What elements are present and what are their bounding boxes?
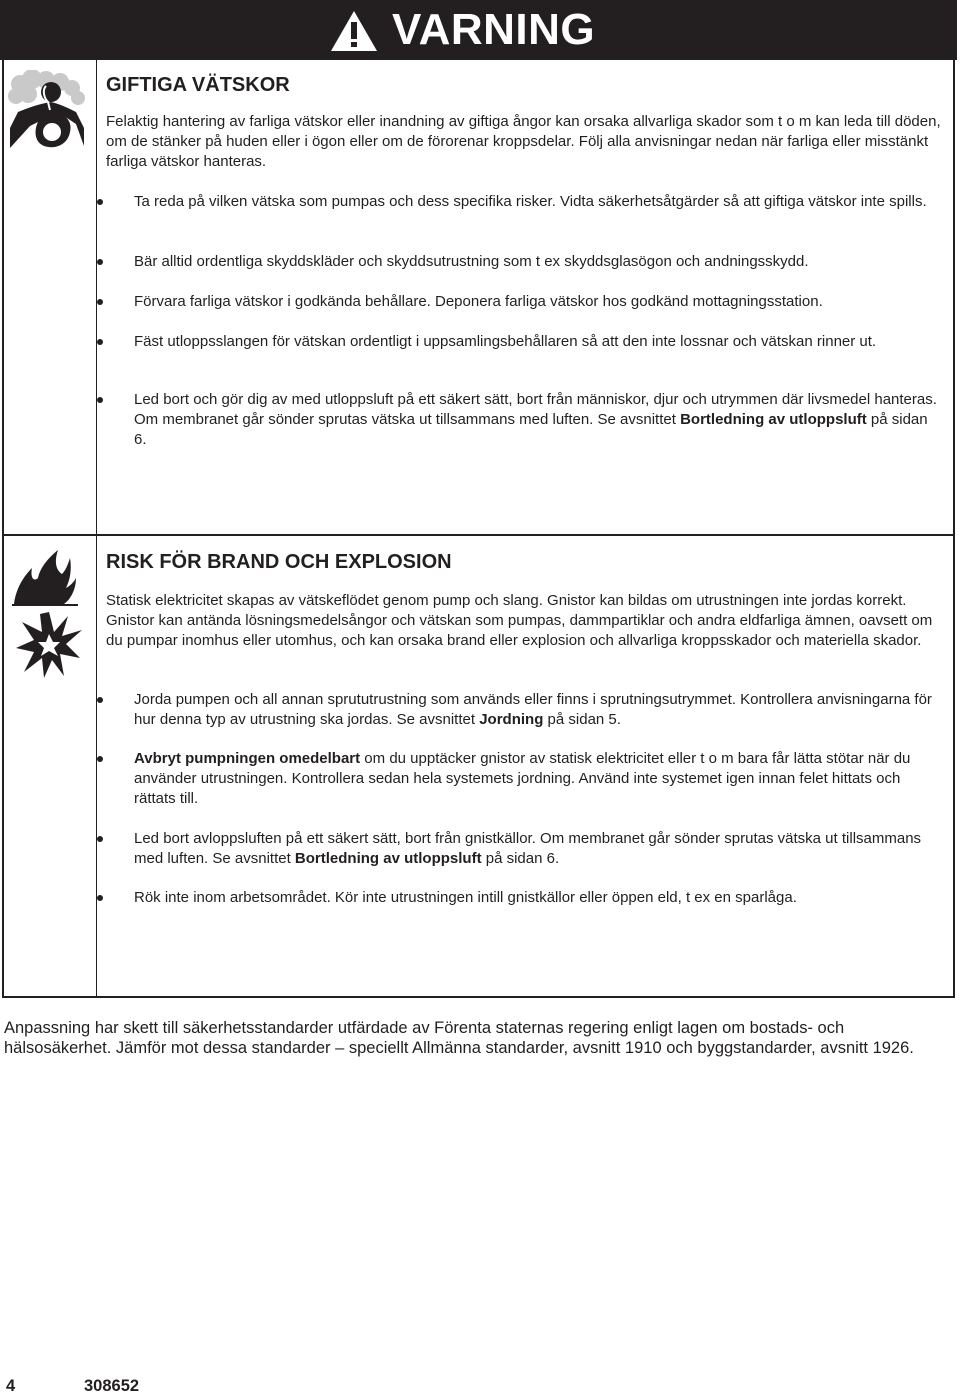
fire-icon — [10, 548, 80, 606]
fire-bullet-2-emphasis: Avbryt pumpningen omedelbart — [134, 750, 361, 767]
fire-bullet-2 — [134, 749, 944, 809]
fire-bullet-1-page: på sidan 5. — [543, 711, 621, 728]
toxic-bullet-2: Bär alltid ordentliga skyddskläder och skyddsutrustning som t ex skyddsglasögon och andningsskydd. — [134, 252, 944, 272]
toxic-bullet-1: Ta reda på vilken vätska som pumpas och dess specifika risker. Vidta säkerhetsåtgärder så att giftiga vätskor inte spills. — [134, 192, 944, 212]
fire-bullet-3-text: Led bort avloppsluften på ett säkert sätt, bort från gnistkällor. Om membranet går sönder sprutas vätska ut tillsammans med luften. Se avsnittet — [134, 830, 922, 867]
fire-bullet-1 — [134, 690, 944, 730]
section-divider — [96, 536, 97, 996]
standards-footnote: Anpassning har skett till säkerhetsstandarder utfärdade av Förenta staternas regering enligt lagen om bostads- och hälsosäkerhet. Jämför mot dessa standarder – speciellt Allmänna standarder, avsnitt 1910 och byggstandarder, avsnitt 1926. — [4, 1019, 914, 1057]
warning-title: VARNING — [392, 5, 596, 54]
toxic-bullet-5-reference: Bortledning av utloppsluft — [680, 411, 867, 428]
document-number: 308652 — [84, 1377, 140, 1394]
toxic-bullet-4: Fäst utloppsslangen för vätskan ordentligt i uppsamlingsbehållaren så att den inte lossnar och vätskan rinner ut. — [134, 332, 944, 352]
warning-banner — [0, 0, 957, 60]
fire-bullet-3-reference: Bortledning av utloppsluft — [294, 850, 482, 867]
fire-bullet-3 — [134, 829, 944, 869]
fire-intro-paragraph: Statisk elektricitet skapas av vätskeflödet genom pump och slang. Gnistor kan bildas om utrustningen inte jordas korrekt. Gnistor kan antända lösningsmedelsångor och vätskan som pumpas, dammpartiklar och andra eldfarliga ämnen, oavsett om du pumpar inomhus eller utomhus, och kan orsaka brand eller explosion och allvarliga kroppsskador och materiella skador. — [106, 592, 933, 649]
toxic-bullet-5 — [134, 390, 944, 450]
page-number: 4 — [6, 1377, 16, 1394]
fire-bullet-1-text: Jorda pumpen och all annan sprututrustning som används eller finns i sprutningsutrymmet. Kontrollera anvisningarna för hur denna typ av utrustning ska jordas. Se avsnittet — [134, 691, 932, 728]
toxic-bullet-3: Förvara farliga vätskor i godkända behållare. Deponera farliga vätskor hos godkänd mottagningsstation. — [134, 292, 944, 312]
fire-bullet-1-reference: Jordning — [479, 711, 544, 728]
toxic-bullet-5-text: Led bort och gör dig av med utloppsluft på ett säkert sätt, bort från människor, djur och utrymmen där livsmedel hanteras. Om membranet går sönder sprutas vätska ut tillsammans med luften. Se avsnittet — [134, 391, 937, 428]
warning-triangle-icon — [330, 10, 378, 52]
fire-bullet-4: Rök inte inom arbetsområdet. Kör inte utrustningen intill gnistkällor eller öppen eld, t ex en sparlåga. — [134, 888, 944, 908]
explosion-icon — [16, 612, 82, 678]
page-footer — [6, 1376, 139, 1394]
toxic-fumes-icon — [8, 70, 86, 148]
toxic-section-title: GIFTIGA VÄTSKOR — [106, 74, 290, 96]
fire-bullet-3-page: på sidan 6. — [481, 850, 560, 867]
toxic-bullet-5-page: på sidan 6. — [134, 411, 928, 448]
toxic-intro-paragraph: Felaktig hantering av farliga vätskor eller inandning av giftiga ångor kan orsaka allvarliga skador som t o m kan leda till döden, om de stänker på huden eller i ögon eller om de förorenar kroppsdelar. Följ alla anvisningar nedan när farliga eller misstänkt farliga vätskor hanteras. — [106, 113, 941, 170]
fire-section-title: RISK FÖR BRAND OCH EXPLOSION — [106, 551, 452, 573]
fire-bullet-2-text: om du upptäcker gnistor av statisk elektricitet eller t o m bara får lätta stötar när du använder utrustningen. Kontrollera sedan hela systemets jordning. Använd inte systemet igen innan felet hittats och rättats till. — [134, 750, 911, 807]
section-divider — [96, 60, 97, 534]
